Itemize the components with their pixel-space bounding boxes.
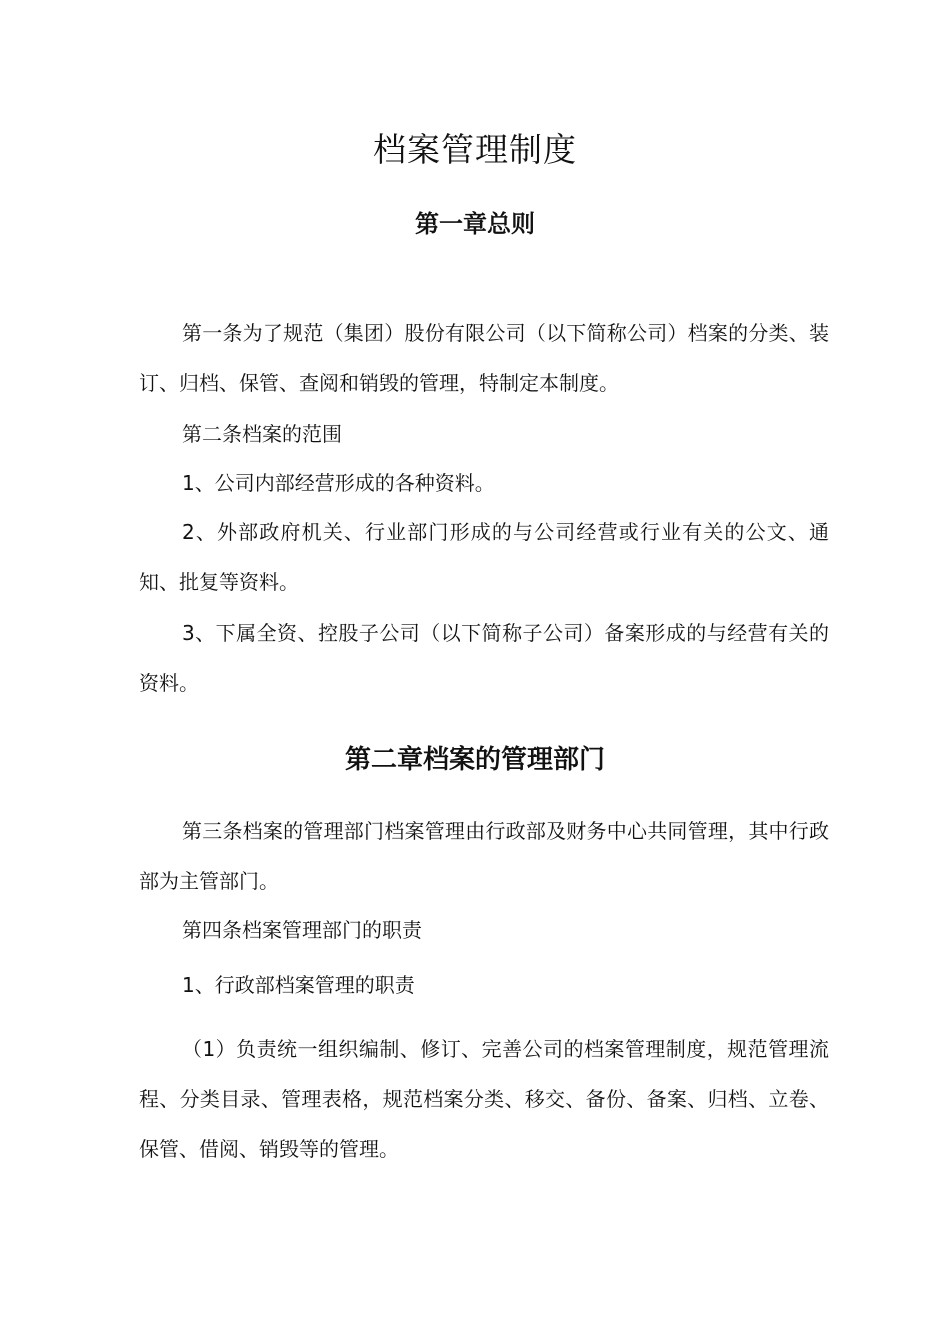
list-item: 1、行政部档案管理的职责 (182, 973, 415, 997)
article-paragraph: 第一条为了规范（集团）股份有限公司（以下简称公司）档案的分类、装订、归档、保管、查阅和销毁的管理，特制定本制度。 (139, 321, 829, 395)
list-item: （1）负责统一组织编制、修订、完善公司的档案管理制度，规范管理流程、分类目录、管理表格，规范档案分类、移交、备份、备案、归档、立卷、保管、借阅、销毁等的管理。 (139, 1037, 829, 1161)
chapter-heading: 第一章总则 (415, 209, 535, 238)
article-paragraph: 第三条档案的管理部门档案管理由行政部及财务中心共同管理，其中行政部为主管部门。 (139, 819, 829, 893)
chapter-heading: 第二章档案的管理部门 (344, 745, 605, 775)
article-paragraph: 第四条档案管理部门的职责 (182, 918, 422, 942)
document-title: 档案管理制度 (373, 130, 577, 169)
article-paragraph: 第二条档案的范围 (182, 422, 342, 446)
list-item: 1、公司内部经营形成的各种资料。 (182, 471, 495, 495)
list-item: 2、外部政府机关、行业部门形成的与公司经营或行业有关的公文、通知、批复等资料。 (139, 520, 829, 594)
list-item: 3、下属全资、控股子公司（以下简称子公司）备案形成的与经营有关的资料。 (139, 621, 829, 695)
